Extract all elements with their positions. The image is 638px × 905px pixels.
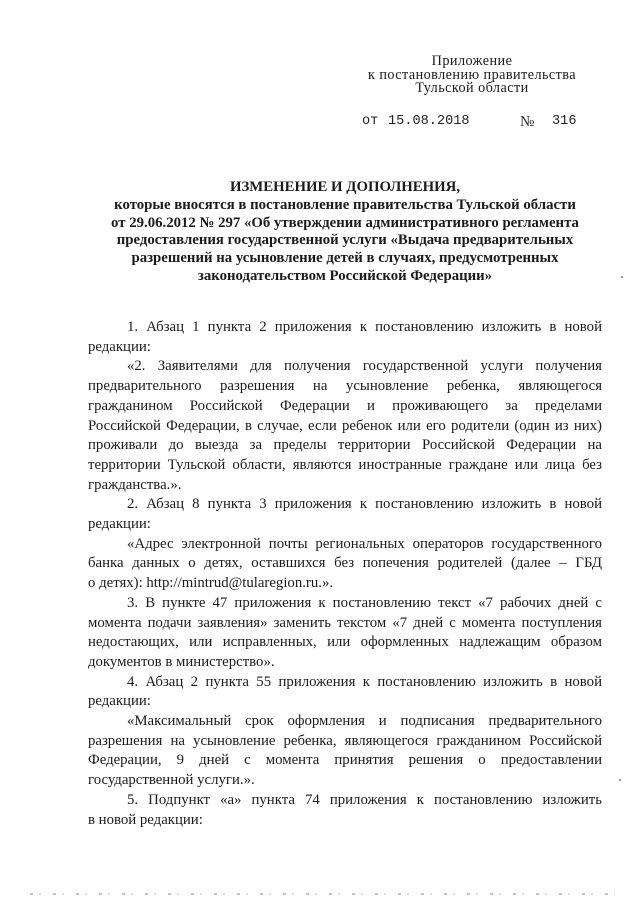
text-line: гражданином Российской Федерации и проживающего за пределами (88, 397, 602, 414)
text-line: 1. Абзац 1 пункта 2 приложения к постановлению изложить в новой (127, 319, 602, 335)
paragraph-5 (88, 594, 602, 673)
text-line: Российской Федерации, в случае, если ребенок или его родители (один из них) (88, 417, 602, 434)
text-line: редакции: (88, 516, 151, 533)
header-line: Тульской области (415, 80, 529, 97)
paragraph-4 (88, 535, 602, 594)
text-line: 5. Подпункт «а» пункта 74 приложения к постановлению изложить (127, 791, 602, 808)
paragraph-6 (88, 673, 602, 712)
title-line: законодательством Российской Федерации» (197, 267, 493, 284)
text-line: 4. Абзац 2 пункта 55 приложения к постановлению изложить в новой (127, 673, 602, 690)
title-line: ИЗМЕНЕНИЕ И ДОПОЛНЕНИЯ, (229, 179, 461, 195)
title-line: предоставления государственной услуги «Выдача предварительных (116, 232, 574, 249)
title-line: разрешений на усыновление детей в случаях, предусмотренных (131, 250, 559, 267)
scan-speck (621, 276, 623, 278)
paragraph-8 (88, 791, 602, 830)
text-line: государственной услуги.». (88, 772, 255, 789)
title-line: от 29.06.2012 № 297 «Об утверждении административного регламента (111, 214, 579, 231)
text-line: территории Тульской области, являются иностранные граждане или лица без (88, 456, 602, 473)
text-line: предварительного разрешения на усыновление ребенка, являющегося (88, 378, 602, 395)
scan-speck (619, 779, 621, 781)
text-line: «Адрес электронной почты региональных операторов государственного (127, 535, 602, 552)
document-date: 15.08.2018 (388, 114, 470, 129)
date-prefix: от (362, 114, 379, 129)
text-line: 2. Абзац 8 пункта 3 приложения к постановлению изложить в новой (127, 496, 602, 513)
scan-edge-noise (30, 893, 615, 895)
text-line: банка данных о детях, оставшихся без попечения родителей (далее – ГБД (88, 555, 602, 572)
text-line: Федерации, 9 дней с момента принятия решения о предоставлении (88, 752, 602, 769)
header-line: Приложение (431, 53, 513, 69)
text-line: «2. Заявителями для получения государственной услуги получения (127, 358, 602, 375)
number-sign: № (520, 114, 535, 130)
appendix-header (340, 55, 604, 96)
document-number: 316 (552, 114, 577, 129)
document-body (88, 318, 602, 830)
paragraph-3 (88, 495, 602, 534)
text-line: гражданства.». (88, 476, 182, 493)
text-line: проживали до выезда за пределы территории Российской Федерации на (88, 437, 602, 454)
text-line: «Максимальный срок оформления и подписания предварительного (127, 713, 602, 730)
text-line: 3. В пункте 47 приложения к постановлению текст «7 рабочих дней с (127, 594, 602, 611)
paragraph-1 (88, 318, 602, 357)
title-line: которые вносятся в постановление правительства Тульской области (114, 196, 576, 213)
text-line: недостающих, или исправленных, или оформленных надлежащим образом (88, 634, 602, 651)
text-line: редакции: (88, 338, 151, 355)
text-line: разрешения на усыновление ребенка, являющегося гражданином Российской (88, 732, 602, 749)
text-line: о детях): http://mintrud@tularegion.ru.». (88, 575, 334, 592)
paragraph-2 (88, 357, 602, 495)
header-line: к постановлению правительства (367, 66, 577, 83)
text-line: момента подачи заявления» заменить текстом «7 дней с момента поступления (88, 614, 602, 631)
text-line: в новой редакции: (88, 811, 203, 828)
text-line: редакции: (88, 693, 151, 710)
paragraph-7 (88, 712, 602, 791)
date-number-row (0, 114, 638, 132)
text-line: документов в министерство». (88, 653, 275, 670)
document-title (88, 179, 602, 286)
